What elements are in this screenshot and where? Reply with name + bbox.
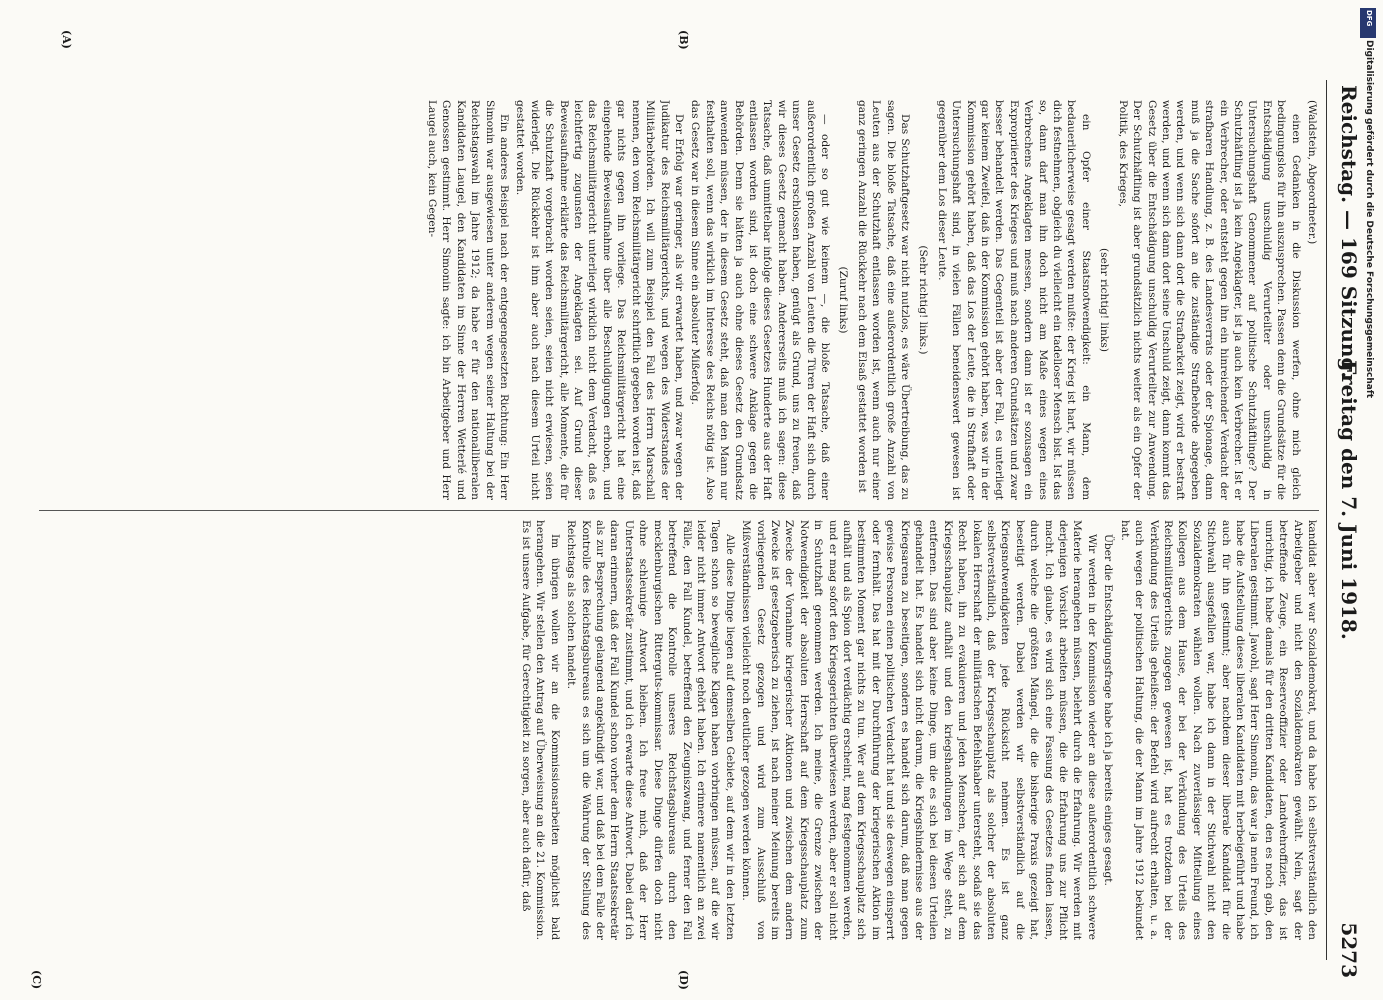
interjection: (Zuruf links) <box>837 266 850 334</box>
header-left: Reichstag. — 169 Sitzung. <box>1337 85 1361 379</box>
page-header <box>1323 0 1383 1000</box>
speaker-label: (Waldstein, Abgeordneter.) <box>1306 100 1318 245</box>
paragraph: einen Gedanken in die Diskussion werfen, ohne mich gleich bedingungslos für ihn auszusprechen. Passen denn die Grundsätze für die Entschädigung unschuldig Verurteilter oder unschuldig in Untersuchungshaft Genommener auf politische Schutzhäftlinge? Der Schutzhäftling ist ja kein Angeklagter, ist ja auch kein Verbrecher. Ist er ein Verbrecher, oder entsteht gegen ihn ein hinreichender Verdacht der strafbaren Handlung, z. B. des Landesverrats oder der Spionage, dann muß ja die Sache sofort an die zuständige Strafbehörde abgegeben werden, und wenn sich dann dort die Strafbarkeit zeigt, wird er bestraft werden, und wenn sich dann dort seine Unschuld zeigt, dann kommt das Gesetz über die Entschädigung unschuldig Verurteilter zur Anwendung. Der Schutzhäftling ist aber grundsätzlich nichts weiter als ein Opfer der Politik, des Krieges, <box>1116 100 1302 500</box>
interjection: (Sehr richtig! links.) <box>917 245 930 355</box>
header-rule <box>1326 80 1327 960</box>
page-number: 5273 <box>1337 922 1361 978</box>
margin-marker-b: (B) <box>677 30 690 50</box>
header-date: Freitag den 7. Juni 1918. <box>1337 360 1361 640</box>
paragraph: — oder so gut wie keinem —, die bloße Tatsache, daß einer außerordentlich großen Anzahl von Leuten die Türen der Haft sich durch unser Gesetz erschlossen haben, genügt als Grund, uns zu freuen, daß wir dieses Gesetz gemacht haben. Andererseits muß ich sagen: diese Tatsache, daß unmittelbar infolge dieses Gesetzes Hunderte aus der Haft entlassen worden sind, ist doch eine schwere Anklage gegen die Behörden. Denn sie hätten ja auch ohne dieses Gesetz den Grundsatz anwenden müssen, der in diesem Gesetz steht, daß man den Mann nur festhalten soll, wenn das wirklich im Interesse des Reichs nötig ist. Also das Gesetz war in diesem Sinne ein absoluter Mißerfolg. <box>689 100 831 500</box>
paragraph: Alle diese Dinge liegen auf demselben Gebiete, auf dem wir in den letzten Tagen schon so bewegliche Klagen haben vorbringen müssen, auf die wir leider nicht immer Antwort gehört haben. Ich erinnere namentlich an zwei Fälle, den Fall Kundel, betreffend den Zeugniszwang, und ferner den Fall betreffend die Kontrolle unseres Reichstagsbureaus durch den mecklenburgischen Ritterguts-kommissar. Diese Dinge dürfen doch nicht ohne schleunige Antwort bleiben. Ich freue mich, daß der Herr Unterstaatssekretär zustimmt, und ich erwarte diese Antwort. Dabei darf ich daran erinnern, daß der Fall Kundel schon vorher dem Herrn Staatssekretär als zur Besprechung gelangend angekündigt war, und daß bei dem Falle der Kontrolle des Reichstagsbureaus es sich um die Wahrung der Stellung des Reichstags als solchen handelt. <box>565 520 736 940</box>
paragraph: Im übrigen wollen wir an die Kommissionsarbeiten möglichst bald herangehen. Wir stellen den Antrag auf Überweisung an die 21. Kommission. Es ist unsere Aufgabe, für Gerechtigkeit zu sorgen, aber auch dafür, daß <box>520 520 561 940</box>
paragraph: Über die Entschädigungsfrage habe ich ja bereits einiges gesagt. <box>1102 534 1115 886</box>
column-divider <box>39 510 1319 511</box>
paragraph: kandidat aber war Sozialdemokrat, und da habe ich selbstverständlich den Arbeitgeber und nicht den Sozialdemokraten gewählt. Nein, sagt der betreffende Zeuge, ein Reserveoffizier oder Landwehroffizier, das ist unrichtig, ich habe damals für den dritten Kandidaten, den es noch gab, den Liberalen gestimmt. Jawohl, sagt Herr Simonin, das war ja mein Freund, ich habe die Aufstellung dieses liberalen Kandidaten mit herbeigeführt und habe auch für ihn gestimmt; aber nachdem dieser liberale Kandidat für die Stichwahl ausgefallen war, habe ich dann in der Stichwahl nicht den Sozialdemokraten wählen wollen. Nach zuverlässiger Mitteilung eines Kollegen aus dem Hause, der bei der Verkündung des Urteils des Reichsmilitärgerichts zugegen gewesen ist, hat es trotzdem bei der Verkündung des Urteils geheißen: der Befehl wird aufrecht erhalten, u. a. auch wegen der politischen Haltung, die der Mann im Jahre 1912 bekundet hat. <box>1118 520 1318 940</box>
margin-marker-d: (D) <box>677 970 690 990</box>
margin-marker-c: (C) <box>30 970 43 990</box>
digitization-credit: Digitalisierung gefördert durch die Deutsche Forschungsgemeinschaft <box>1364 40 1374 399</box>
paragraph: Ein anderes Beispiel nach der entgegengesetzten Richtung: Ein Herr Simonin war ausgewiesen unter anderem wegen seiner Haltung bei der Reichstagswahl im Jahre 1912; da habe er für den nationalliberalen Kandidaten Laugel, den Kandidaten im Sinne der Herren Wetterlé und Genossen gestimmt. Herr Simonin sagte: ich bin Arbeitgeber und Herr Laugel auch, kein Gegen- <box>426 100 511 500</box>
paragraph: Wir werden in der Kommission wieder an diese außerordentlich schwere Materie herangehen müssen, belehrt durch die Erfahrung. Wir werden mit derjenigen Vorsicht arbeiten müssen, die die Erfahrung uns zur Pflicht macht. Ich glaube, es wird sich eine Fassung des Gesetzes finden lassen, durch welche die größten Mängel, die die bisherige Praxis gezeigt hat, beseitigt werden. Dabei werden wir selbstverständlich auf die Kriegsnotwendigkeiten jede Rücksicht nehmen. Es ist ganz selbstverständlich, daß der Kriegsschauplatz als solcher der absoluten lokalen Herrschaft der militärischen Befehlshaber untersteht, sodaß sie das Recht haben, ihn zu evakuieren und jeden Menschen, der sich auf dem Kriegsschauplatz aufhält und den kriegshandlungen im Wege steht, zu entfernen. Das sind aber keine Dinge, um die es sich bei diesen Urteilen gehandelt hat. Es handelt sich nicht darum, die Kriegshindernisse aus der Kriegsarena zu beseitigen, sondern es handelt sich darum, daß man gegen gewisse Personen einen politischen Verdacht hat und sie deswegen einsperrt oder fernhält. Das hat mit der Durchführung der kriegerischen Aktion im bestimmten Moment gar nichts zu tun. Wer auf dem Kriegsschauplatz sich aufhält und als Spion dort verdächtig erscheint, mag festgenommen werden, und er mag sofort den Kriegsgerichten überwiesen werden, aber er soll nicht in Schutzhaft genommen werden. Ich meine, die Grenze zwischen der Notwendigkeit der absoluten Herrschaft auf dem Kriegsschauplatz zum Zwecke der Vornahme kriegerischer Aktionen und zwischen dem andern Zwecke ist gesetzgeberisch zu ziehen, ist nach meiner Meinung bereits im vorliegenden Gesetz gezogen und wird zum Ausschluß von Mißverständnissen vielleicht noch deutlicher gezogen werden können. <box>740 520 1098 940</box>
paragraph: Das Schutzhaftgesetz war nicht nutzlos, es wäre Übertreibung, das zu sagen. Die bloße Tatsache, daß eine außerordentlich große Anzahl von Leuten aus der Schutzhaft entlassen worden ist, wenn auch nur einer ganz geringen Anzahl die Rückkehr nach dem Elsaß gestattet worden ist <box>855 100 912 500</box>
margin-marker-a: (A) <box>60 30 73 49</box>
paragraph: Der Erfolg war geringer, als wir erwartet haben, und zwar wegen der Judikatur des Reichsmilitärgerichts, und wegen des Widerstandes der Militärbehörden. Ich will zum Beispiel den Fall des Herrn Marschall nennen, den vom Reichsmilitärgericht schriftlich gegeben worden ist, daß gar nichts gegen ihn vorliege. Das Reichsmilitärgericht hat eine eingehende Beweisaufnahme über alle Beschuldigungen erhoben, und das Reichsmilitärgericht unterliegt wirklich nicht dem Verdacht, daß es leichtfertig zugunsten der Angeklagten sei. Auf Grund dieser Beweisaufnahme erklärte das Reichsmilitärgericht, alle Momente, die für die Schutzhaft vorgebracht worden seien, seien nicht erwiesen, seien widerlegt. Die Rückkehr ist ihm aber auch nach diesem Urteil nicht gestattet worden. <box>514 100 685 500</box>
interjection: (sehr richtig! links) <box>1098 248 1111 352</box>
paragraph: ein Opfer einer Staatsnotwendigkeit: ein Mann, dem bedauerlicherweise gesagt werden mußte: der Krieg ist hart, wir müssen dich festnehmen, obgleich du vielleicht ein tadelloser Mensch bist. Ist das so, dann darf man ihn doch nicht am Maße eines wegen eines Verbrechens Angeklagten messen, sondern dann ist er sozusagen ein Expropriierter des Krieges und muß nach anderen Grundsätzen und zwar besser behandelt werden. Das Gegenteil ist aber der Fall, es unterliegt gar keinem Zweifel, daß in der Kommission gehört haben, was wir in der Kommission gehört haben, daß das Los der Leute, die in Strafhaft oder Untersuchungshaft sind, in vielen Fällen beneidenswert gewesen ist gegenüber dem Los dieser Leute. <box>935 100 1092 500</box>
column-left <box>39 100 1319 500</box>
dfg-logo: DFG <box>1360 8 1376 38</box>
column-right <box>39 520 1319 940</box>
